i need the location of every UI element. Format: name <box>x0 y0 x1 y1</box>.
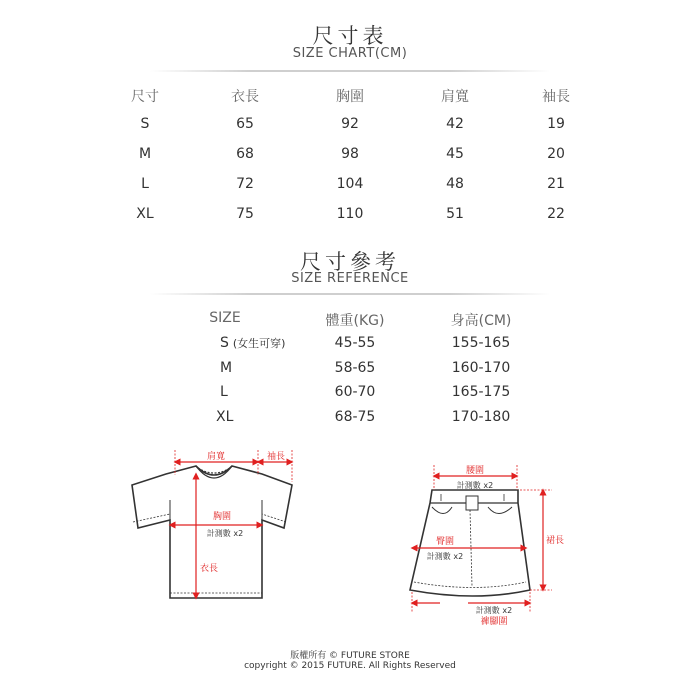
skirt-length-label: 裙長 <box>546 536 565 546</box>
size-chart-header: 袖長 <box>542 89 570 105</box>
reference-weight: 58-65 <box>334 360 376 376</box>
chest-label: 胸圍 <box>212 512 232 522</box>
size-chart-header: 衣長 <box>231 89 259 105</box>
measurement-cell: 51 <box>446 206 464 222</box>
size-label: L <box>141 176 149 192</box>
measurement-cell: 104 <box>336 176 364 192</box>
hem-label: 褲腳圍 <box>480 617 508 627</box>
reference-size-label: XL <box>216 409 234 425</box>
measurement-cell: 98 <box>341 146 359 162</box>
size-chart-header: 肩寬 <box>441 89 469 105</box>
measurement-cell: 68 <box>236 146 254 162</box>
size-reference-header: 身高(CM) <box>450 313 512 329</box>
size-chart-header: 尺寸 <box>131 89 159 105</box>
measurement-cell: 110 <box>336 206 364 222</box>
size-note: (女生可穿) <box>232 337 286 350</box>
reference-size-label: M <box>220 360 233 376</box>
size-chart-subtitle: SIZE CHART(CM) <box>292 46 408 61</box>
reference-weight: 68-75 <box>334 409 376 425</box>
hem-note: 計測數 x2 <box>475 606 513 615</box>
reference-height: 170-180 <box>451 409 511 425</box>
reference-weight: 60-70 <box>334 384 376 400</box>
tshirt-diagram <box>132 450 292 598</box>
reference-weight: 45-55 <box>334 335 376 351</box>
hip-note: 計測數 x2 <box>426 552 464 561</box>
size-reference-title: 尺寸參考 <box>300 250 400 274</box>
copyright-zh: 版權所有 © FUTURE STORE <box>290 651 410 661</box>
measurement-cell: 72 <box>236 176 254 192</box>
reference-size-label: L <box>220 384 228 400</box>
reference-height: 155-165 <box>451 335 511 351</box>
reference-height: 160-170 <box>451 360 511 376</box>
measurement-cell: 42 <box>446 116 464 132</box>
measurement-cell: 21 <box>547 176 565 192</box>
size-reference-header: SIZE <box>209 310 241 326</box>
skirt-diagram <box>410 465 564 627</box>
size-chart-header: 胸圍 <box>336 89 364 105</box>
size-label: XL <box>136 206 154 222</box>
hip-label: 臀圍 <box>435 537 455 547</box>
size-reference-subtitle: SIZE REFERENCE <box>291 271 409 286</box>
waist-label: 腰圍 <box>465 466 485 476</box>
shoulder-label: 肩寬 <box>206 452 226 462</box>
measurement-cell: 45 <box>446 146 464 162</box>
measurement-cell: 20 <box>547 146 565 162</box>
size-label: M <box>138 146 152 162</box>
reference-size-label: S <box>220 335 229 351</box>
copyright-en: copyright © 2015 FUTURE. All Rights Reserved <box>244 661 456 671</box>
size-reference-header: 體重(KG) <box>325 313 385 329</box>
measurement-cell: 65 <box>236 116 254 132</box>
measurement-cell: 19 <box>547 116 565 132</box>
measurement-cell: 22 <box>547 206 565 222</box>
chest-note: 計測數 x2 <box>206 529 244 538</box>
measurement-cell: 48 <box>446 176 464 192</box>
measurement-cell: 92 <box>341 116 359 132</box>
waist-note: 計測數 x2 <box>456 481 494 490</box>
size-label: S <box>140 116 150 132</box>
reference-height: 165-175 <box>451 384 511 400</box>
measurement-cell: 75 <box>236 206 254 222</box>
length-label: 衣長 <box>200 564 219 574</box>
size-chart-title: 尺寸表 <box>312 24 388 48</box>
sleeve-label: 袖長 <box>266 452 286 462</box>
